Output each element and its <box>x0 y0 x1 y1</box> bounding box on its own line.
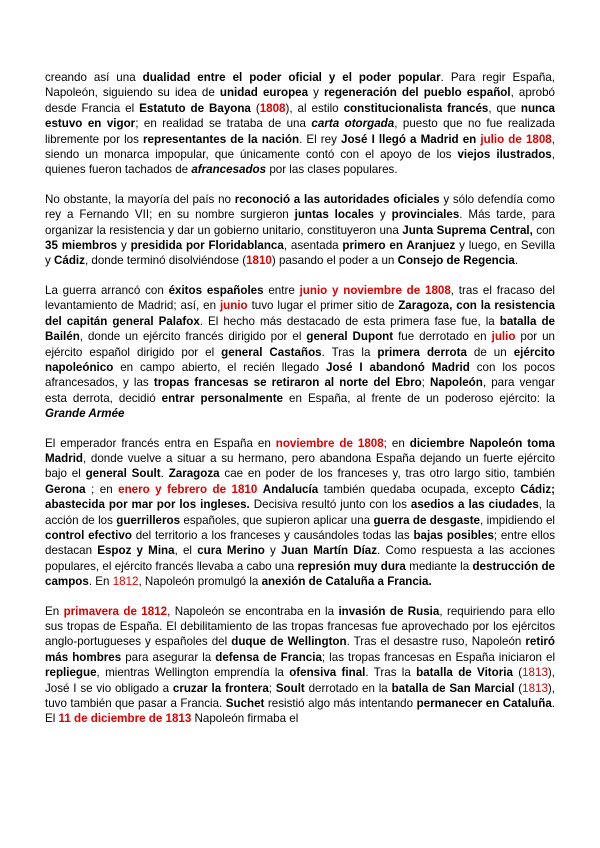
body-text: y <box>264 544 282 558</box>
body-text: . Más tarde, para organizar la resistencia y dar un gobierno unitario, constituyeron una <box>45 208 555 237</box>
body-text: ) pasando el poder a un <box>271 254 398 268</box>
emphasis-text: entrar personalmente <box>161 391 284 405</box>
body-text: , asentada <box>283 239 343 253</box>
body-text: por un ejército español dirigido por el <box>45 330 555 359</box>
emphasis-text: Estatuto de Bayona <box>139 101 251 115</box>
body-text: . Tras la <box>365 666 417 680</box>
body-text: , donde terminó disolviéndose ( <box>84 254 247 268</box>
body-text: , Napoleón se encontraba en la <box>167 604 339 618</box>
body-text: , el <box>174 544 198 558</box>
body-text: mediante la <box>405 559 473 573</box>
body-text: ; <box>421 376 431 390</box>
body-text: , tras el fracaso del levantamiento de Madrid; así, en <box>45 283 555 313</box>
emphasis-text: Consejo de Regencia <box>397 254 515 268</box>
body-text: ; en <box>383 436 410 450</box>
body-text: por las clases populares. <box>266 163 398 177</box>
emphasis-text: repliegue <box>45 666 97 680</box>
emphasis-text: regeneración del pueblo español <box>324 86 511 100</box>
body-text: con los pocos afrancesados, y las <box>45 360 555 390</box>
body-text: y <box>374 208 392 222</box>
body-text: cae en poder de los franceses y, tras otro largo sitio, también <box>219 467 555 481</box>
emphasis-text: batalla de Vitoria <box>416 666 513 680</box>
emphasis-text: junio <box>219 299 248 313</box>
body-text: y <box>308 86 324 100</box>
paragraph-5 <box>45 604 555 727</box>
emphasis-text: Zaragoza, con la resistencia del capitán general Palafox <box>45 299 555 328</box>
body-text: , que <box>488 101 521 115</box>
emphasis-text: Zaragoza <box>168 467 220 481</box>
emphasis-text: 1808 <box>259 101 286 115</box>
body-text: . <box>514 254 519 268</box>
emphasis-text: Napoleón <box>430 376 483 390</box>
body-text: y luego, en Sevilla y <box>45 239 556 268</box>
emphasis-text: control efectivo <box>45 528 132 542</box>
emphasis-text: carta otorgada <box>311 117 395 131</box>
body-text: ; <box>268 681 276 695</box>
body-text: , siendo un monarca impopular, que únicamente contó con el apoyo de los <box>45 132 555 162</box>
emphasis-text: constitucionalista francés <box>343 101 489 115</box>
body-text: , mientras Wellington emprendía la <box>96 666 290 680</box>
emphasis-text: viejos ilustrados <box>457 148 552 162</box>
document-page <box>45 70 555 741</box>
body-text: ; en <box>85 482 119 496</box>
emphasis-text: cura Merino <box>197 544 265 558</box>
emphasis-text: 1810 <box>246 254 272 268</box>
paragraph-2 <box>45 192 555 269</box>
emphasis-text: reconoció a las autoridades oficiales <box>234 192 440 206</box>
body-text: creando así una <box>45 71 143 84</box>
body-text: ( <box>512 666 523 680</box>
body-text: del territorio a los franceses y causándoles todas las <box>131 528 414 542</box>
body-text: . Como respuesta a las acciones populares, el ejército francés llevaba a cabo una <box>45 544 556 573</box>
emphasis-text: 1813 <box>522 666 548 680</box>
body-text: también quedaba ocupada, excepto <box>318 482 521 496</box>
emphasis-text: junio y noviembre de 1808 <box>299 283 451 297</box>
emphasis-text: Grande Armée <box>45 407 125 421</box>
emphasis-text: 1813 <box>522 681 548 695</box>
body-text: , la acción de los <box>45 498 556 527</box>
emphasis-text: primero en Aranjuez <box>342 239 456 253</box>
body-text: ( <box>250 101 260 115</box>
body-text: . El hecho más destacado de esta primera fase fue, la <box>199 314 500 328</box>
emphasis-text: cruzar la frontera <box>172 681 269 695</box>
body-text: . El rey <box>299 132 342 146</box>
emphasis-text: Cádiz <box>54 254 85 268</box>
body-text: No obstante, la mayoría del país no <box>45 192 235 206</box>
body-text: ), tuvo también que pasar a Francia. <box>45 681 556 711</box>
emphasis-text: batalla de San Marcial <box>391 681 515 695</box>
body-text: ; en realidad se trataba de una <box>135 117 312 131</box>
emphasis-text: batalla de Bailén <box>45 314 555 344</box>
body-text: derrotado en la <box>304 681 392 695</box>
body-text: El emperador francés entra en España en <box>45 436 276 450</box>
emphasis-text: primera derrota <box>377 345 467 359</box>
emphasis-text: bajas posibles <box>413 528 494 542</box>
emphasis-text: tropas francesas se retiraron al norte del Ebro <box>153 376 422 390</box>
body-text: fue derrotado en <box>393 330 492 344</box>
body-text: , aprobó desde Francia el <box>45 86 555 115</box>
body-text: ), al estilo <box>285 101 344 115</box>
emphasis-text: invasión de Rusia <box>338 604 440 618</box>
emphasis-text: Junta Suprema Central, <box>402 223 533 237</box>
body-text: . <box>160 467 169 481</box>
body-text: con <box>532 223 555 237</box>
body-text: ; las tropas francesas en España iniciaron el <box>321 650 556 664</box>
emphasis-text: duque de Wellington <box>231 635 347 649</box>
emphasis-text: Andalucía <box>262 482 319 496</box>
body-text: en campo abierto, el recién llegado <box>113 360 327 374</box>
emphasis-text: Espoz y Mina <box>97 544 175 558</box>
emphasis-text: presidida por Floridablanca <box>130 239 284 253</box>
emphasis-text: noviembre de 1808 <box>275 436 384 450</box>
emphasis-text: anexión de Cataluña a Francia. <box>261 575 432 589</box>
body-text: ( <box>514 681 523 695</box>
body-text: . Tras la <box>321 345 378 359</box>
body-text: , Napoleón promulgó la <box>138 575 262 589</box>
emphasis-text: unidad europea <box>219 86 309 100</box>
emphasis-text: nunca estuvo en vigor <box>45 101 556 131</box>
emphasis-text: permanecer en Cataluña <box>416 697 552 711</box>
body-text: españoles, que supieron aplicar una <box>180 513 374 527</box>
body-text: , donde un ejército francés dirigido por el <box>79 330 307 344</box>
body-text: , impidiendo el <box>480 513 556 527</box>
body-text: en España, al frente de un poderoso ejército: la <box>283 391 555 405</box>
emphasis-text: general Dupont <box>306 330 394 344</box>
body-text: La guerra arrancó con <box>45 283 169 297</box>
emphasis-text: 11 de diciembre de 1813 <box>58 712 192 726</box>
body-text: y <box>117 239 131 253</box>
emphasis-text: José I abandonó Madrid <box>326 360 470 374</box>
emphasis-text: julio de 1808 <box>480 132 552 146</box>
body-text: de un <box>466 345 514 359</box>
emphasis-text: 35 miembros <box>45 239 118 253</box>
body-text: , donde vuelve a situar a su hermano, pero abandona España dejando un fuerte ejército bajo el <box>45 451 555 481</box>
body-text: Decisiva resultó junto con los <box>249 498 411 512</box>
emphasis-text: Cádiz; abastecida por mar por los ingleses. <box>45 482 555 512</box>
body-text: resistió algo más intentando <box>264 697 417 711</box>
body-text: para asegurar la <box>121 650 216 664</box>
emphasis-text: juntas locales <box>294 208 374 222</box>
body-text: , quienes fueron tachados de <box>45 148 555 177</box>
paragraph-4 <box>45 436 555 590</box>
emphasis-text: Juan Martín Díaz <box>281 544 378 558</box>
body-text: ), José I se vio obligado a <box>45 666 555 695</box>
body-text: ; entre ellos destacan <box>45 528 555 558</box>
emphasis-text: Soult <box>275 681 305 695</box>
body-text: . En <box>88 575 113 589</box>
emphasis-text: represión muy dura <box>297 559 406 573</box>
emphasis-text: ofensiva final <box>289 666 366 680</box>
emphasis-text: afrancesados <box>191 163 267 177</box>
emphasis-text: destrucción de campos <box>45 559 555 589</box>
emphasis-text: diciembre Napoleón toma Madrid <box>45 436 555 465</box>
body-text: . Para regir España, Napoleón, siguiendo su idea de <box>45 71 555 100</box>
emphasis-text: defensa de Francia <box>215 650 322 664</box>
emphasis-text: éxitos españoles <box>168 283 264 297</box>
emphasis-text: retiró más hombres <box>45 635 556 664</box>
body-text: , para vengar esta derrota, decidió <box>45 376 555 405</box>
emphasis-text: guerrilleros <box>116 513 181 527</box>
emphasis-text: representantes de la nación <box>143 132 300 146</box>
emphasis-text: Gerona <box>45 482 86 496</box>
body-text: y sólo defendía como rey a Fernando VII; en su nombre surgieron <box>45 192 555 222</box>
emphasis-text: Suchet <box>225 697 265 711</box>
emphasis-text: guerra de desgaste <box>373 513 481 527</box>
body-text: tuvo lugar el primer sitio de <box>247 299 399 313</box>
emphasis-text: 1812 <box>112 575 139 589</box>
emphasis-text: julio <box>491 330 516 344</box>
emphasis-text: ejército napoleónico <box>45 345 555 374</box>
body-text: . Tras el desastre ruso, Napoleón <box>346 635 526 649</box>
emphasis-text: enero y febrero de 1810 <box>118 482 258 496</box>
emphasis-text: general Castaños <box>221 345 322 359</box>
body-text: . El <box>45 697 555 726</box>
body-text: Napoleón firmaba el <box>191 712 299 726</box>
emphasis-text: primavera de 1812 <box>63 604 168 618</box>
paragraph-3 <box>45 283 555 422</box>
body-text: , puesto que no fue realizada libremente por los <box>45 117 555 146</box>
emphasis-text: dualidad entre el poder oficial y el poder popular <box>142 71 441 84</box>
body-text: entre <box>263 283 300 297</box>
body-text: , requiriendo para ello sus tropas de España. El debilitamiento de las tropas francesas fue aprovechado por los ejércitos anglo-portugueses y españoles del <box>45 604 555 649</box>
paragraph-1 <box>45 70 555 178</box>
emphasis-text: general Soult <box>85 467 161 481</box>
emphasis-text: José I llegó a Madrid en <box>341 132 477 146</box>
emphasis-text: asedios a las ciudades <box>410 498 539 512</box>
body-text: En <box>45 604 64 618</box>
emphasis-text: provinciales <box>391 208 460 222</box>
